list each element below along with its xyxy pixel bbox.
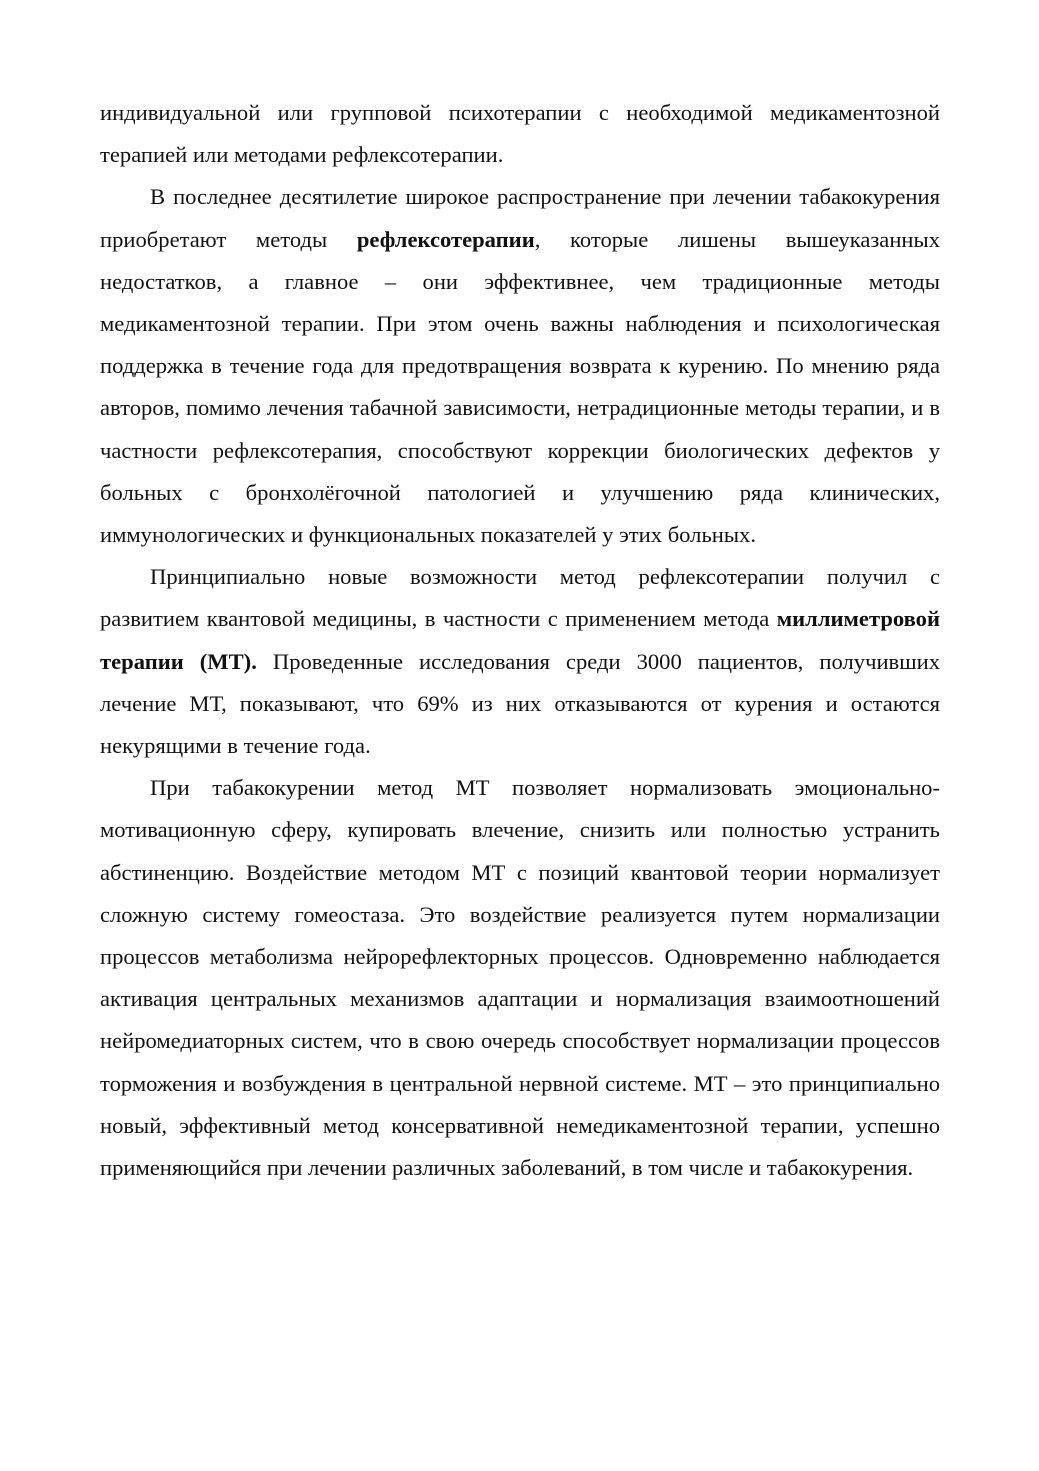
bold-term-millimeter-therapy: миллиметровой терапии (МТ). — [100, 606, 940, 674]
text-run: индивидуальной или групповой психотерапии с необходимой медикаментозной терапией или методами рефлексотерапии. — [100, 100, 940, 168]
paragraph-reflexotherapy — [100, 176, 940, 556]
text-run: В последнее десятилетие широкое распространение при лечении табакокурения приобретают методы — [100, 184, 940, 252]
text-run: Проведенные исследования среди 3000 пациентов, получивших лечение МТ, показывают, что 69% из них отказываются от курения и остаются некурящими в течение года. — [100, 648, 940, 759]
bold-term-reflexotherapy: рефлексотерапии — [356, 226, 535, 252]
text-run: , которые лишены вышеуказанных недостатков, а главное – они эффективнее, чем традиционные методы медикаментозной терапии. При этом очень важны наблюдения и психологическая поддержка в течение года для предотвращения возврата к курению. По мнению ряда авторов, помимо лечения табачной зависимости, нетрадиционные методы терапии, и в частности рефлексотерапия, способствуют коррекции биологических дефектов у больных с бронхолёгочной патологией и улучшению ряда клинических, иммунологических и функциональных показателей у этих больных. — [100, 226, 940, 548]
text-run: Принципиально новые возможности метод рефлексотерапии получил с развитием квантовой медицины, в частности с применением метода — [100, 564, 940, 632]
text-run: При табакокурении метод МТ позволяет нормализовать эмоционально-мотивационную сферу, купировать влечение, снизить или полностью устранить абстиненцию. Воздействие методом МТ с позиций квантовой теории нормализует сложную систему гомеостаза. Это воздействие реализуется путем нормализации процессов метаболизма нейрорефлекторных процессов. Одновременно наблюдается активация центральных механизмов адаптации и нормализация взаимоотношений нейромедиаторных систем, что в свою очередь способствует нормализации процессов торможения и возбуждения в центральной нервной системе. МТ – это принципиально новый, эффективный метод консервативной немедикаментозной терапии, успешно применяющийся при лечении различных заболеваний, в том числе и табакокурения. — [100, 775, 940, 1181]
paragraph-continuation — [100, 92, 940, 176]
document-page — [100, 92, 940, 1189]
paragraph-millimeter-therapy — [100, 556, 940, 767]
paragraph-mt-effects — [100, 767, 940, 1189]
